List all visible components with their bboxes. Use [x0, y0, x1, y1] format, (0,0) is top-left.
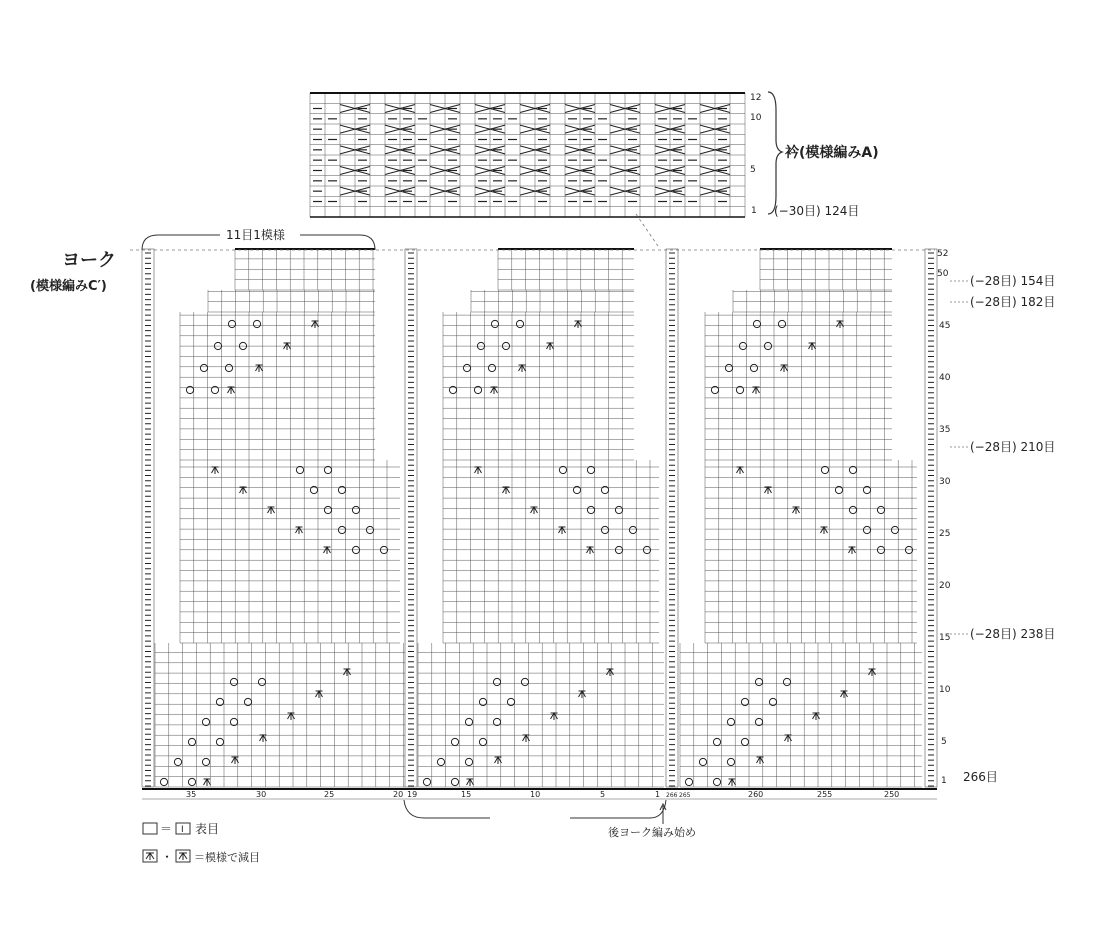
yarn-over-mark [202, 758, 209, 765]
decrease-mark [813, 713, 820, 720]
yarn-over-mark [296, 466, 303, 473]
legend [143, 822, 260, 864]
col-label-255: 255 [817, 790, 833, 799]
yarn-over-mark [366, 526, 373, 533]
yarn-over-mark [877, 506, 884, 513]
decrease-mark [781, 365, 788, 372]
legend-blank-box [143, 823, 157, 834]
yoke-row-30: 30 [939, 477, 951, 487]
collar-title: 衿(模様編みA) [785, 145, 879, 161]
yarn-over-mark [493, 718, 500, 725]
yarn-over-mark [324, 506, 331, 513]
yarn-over-mark [891, 526, 898, 533]
decrease-mark [579, 691, 586, 698]
decrease-mark [491, 387, 498, 394]
decrease-mark [324, 547, 331, 554]
decrease-mark [551, 713, 558, 720]
yarn-over-mark [230, 718, 237, 725]
yarn-over-mark [521, 678, 528, 685]
yoke-panel-middle [418, 249, 664, 787]
legend-decrease-label: ＝模様で減目 [194, 851, 260, 864]
marker-column [925, 249, 937, 787]
decrease-mark [495, 757, 502, 764]
collar-bottom-note: (−30目) 124目 [774, 204, 860, 218]
collar-row-1: 1 [751, 206, 757, 216]
yoke-row-35: 35 [939, 425, 951, 435]
decrease-mark [475, 467, 482, 474]
yoke-row-50: 50 [937, 269, 949, 279]
yarn-over-mark [465, 758, 472, 765]
yoke-row-1: 1 [941, 776, 947, 786]
yarn-over-mark [160, 778, 167, 785]
decrease-mark [344, 669, 351, 676]
decrease-mark [284, 343, 291, 350]
col-label-1: 1 [655, 790, 661, 799]
yarn-over-mark [324, 466, 331, 473]
decrease-mark [587, 547, 594, 554]
yarn-over-mark [821, 466, 828, 473]
yarn-over-mark [507, 698, 514, 705]
yarn-over-mark [713, 738, 720, 745]
yarn-over-mark [437, 758, 444, 765]
yarn-over-mark [601, 526, 608, 533]
decrease-mark [531, 507, 538, 514]
decrease-mark [841, 691, 848, 698]
yarn-over-mark [516, 320, 523, 327]
decrease-mark [757, 757, 764, 764]
yarn-over-mark [188, 778, 195, 785]
decrease-mark [268, 507, 275, 514]
yarn-over-mark [741, 698, 748, 705]
decrease-mark [809, 343, 816, 350]
back-yoke-bracket [404, 800, 666, 818]
yarn-over-mark [174, 758, 181, 765]
decrease-mark [753, 387, 760, 394]
yarn-over-mark [228, 320, 235, 327]
collar-row-10: 10 [750, 113, 762, 123]
yoke-row-25: 25 [939, 529, 951, 539]
decrease-238: (−28目) 238目 [970, 627, 1056, 641]
decrease-mark [519, 365, 526, 372]
decrease-mark [228, 387, 235, 394]
legend-dot: ・ [161, 850, 174, 864]
yoke-row-5: 5 [941, 737, 947, 747]
decrease-mark [212, 467, 219, 474]
chart-grids [142, 93, 937, 799]
yarn-over-mark [491, 320, 498, 327]
total-stitches: 266目 [963, 770, 998, 784]
decrease-mark [316, 691, 323, 698]
col-label-260: 260 [748, 790, 764, 799]
decrease-mark [467, 779, 474, 786]
collar-connector-line [636, 214, 658, 246]
col-label-19: 19 [407, 790, 418, 799]
decrease-mark [232, 757, 239, 764]
yarn-over-mark [352, 506, 359, 513]
yarn-over-mark [629, 526, 636, 533]
col-label-5: 5 [600, 790, 606, 799]
col-label-266: 266 [666, 792, 678, 799]
yarn-over-mark [465, 718, 472, 725]
yarn-over-mark [783, 678, 790, 685]
decrease-mark [729, 779, 736, 786]
yarn-over-mark [451, 778, 458, 785]
yoke-row-15: 15 [939, 633, 951, 643]
marker-column [666, 249, 678, 787]
decrease-mark [821, 527, 828, 534]
marker-column [405, 249, 417, 787]
yoke-panel-right [680, 249, 922, 787]
yarn-over-mark [753, 320, 760, 327]
decrease-mark [737, 467, 744, 474]
decrease-mark [849, 547, 856, 554]
yarn-over-mark [699, 758, 706, 765]
decrease-mark [312, 321, 319, 328]
yoke-row-45: 45 [939, 321, 951, 331]
col-label-30: 30 [256, 790, 267, 799]
col-label-15: 15 [461, 790, 472, 799]
yarn-over-mark [769, 698, 776, 705]
yoke-subtitle: (模様編みC′) [30, 279, 107, 294]
yarn-over-mark [849, 466, 856, 473]
yarn-over-mark [216, 738, 223, 745]
back-yoke-start-label: 後ヨーク編み始め [608, 826, 696, 839]
yoke-row-40: 40 [939, 373, 951, 383]
yarn-over-mark [685, 778, 692, 785]
yoke-row-10: 10 [939, 685, 951, 695]
legend-knit-label: 表目 [195, 822, 220, 836]
yoke-title: ヨーク [62, 250, 116, 271]
col-label-250: 250 [884, 790, 900, 799]
decrease-210: (−28目) 210目 [970, 440, 1056, 454]
repeat-label: 11目1模様 [226, 228, 285, 242]
yarn-over-mark [423, 778, 430, 785]
col-label-10: 10 [530, 790, 541, 799]
yoke-panel-left [155, 249, 405, 787]
yarn-over-mark [741, 738, 748, 745]
yarn-over-mark [463, 364, 470, 371]
col-label-35: 35 [186, 790, 197, 799]
decrease-mark [869, 669, 876, 676]
yarn-over-mark [713, 778, 720, 785]
yarn-over-mark [493, 678, 500, 685]
decrease-mark [793, 507, 800, 514]
yarn-over-mark [216, 698, 223, 705]
yoke-row-52: 52 [937, 249, 949, 259]
collar-brace [768, 92, 782, 214]
yarn-over-mark [200, 364, 207, 371]
yarn-over-mark [750, 364, 757, 371]
yarn-over-mark [587, 466, 594, 473]
yarn-over-mark [479, 738, 486, 745]
yarn-over-mark [253, 320, 260, 327]
yarn-over-mark [615, 506, 622, 513]
decrease-mark [765, 487, 772, 494]
yarn-over-mark [225, 364, 232, 371]
yarn-over-mark [727, 718, 734, 725]
decrease-mark [575, 321, 582, 328]
yarn-over-mark [258, 678, 265, 685]
decrease-mark [547, 343, 554, 350]
col-label-25: 25 [324, 790, 335, 799]
yarn-over-mark [559, 466, 566, 473]
yarn-over-mark [849, 506, 856, 513]
yarn-over-mark [338, 526, 345, 533]
yarn-over-mark [202, 718, 209, 725]
legend-eq-1: ＝ [160, 822, 173, 836]
yarn-over-mark [863, 526, 870, 533]
decrease-mark [288, 713, 295, 720]
yarn-over-mark [755, 678, 762, 685]
decrease-mark [559, 527, 566, 534]
decrease-mark [503, 487, 510, 494]
decrease-154: (−28目) 154目 [970, 274, 1056, 288]
yarn-over-mark [488, 364, 495, 371]
decrease-mark [296, 527, 303, 534]
collar-row-5: 5 [750, 165, 756, 175]
decrease-mark [837, 321, 844, 328]
legend-knit-symbol: I [181, 825, 184, 835]
yarn-over-mark [479, 698, 486, 705]
yarn-over-mark [244, 698, 251, 705]
yarn-over-mark [451, 738, 458, 745]
decrease-mark [204, 779, 211, 786]
yarn-over-mark [230, 678, 237, 685]
marker-column [142, 249, 154, 787]
decrease-mark [256, 365, 263, 372]
decrease-182: (−28目) 182目 [970, 295, 1056, 309]
col-label-20: 20 [393, 790, 404, 799]
yoke-row-20: 20 [939, 581, 951, 591]
yarn-over-mark [727, 758, 734, 765]
yarn-over-mark [587, 506, 594, 513]
col-label-265: 265 [679, 792, 691, 799]
yarn-over-mark [778, 320, 785, 327]
yarn-over-mark [188, 738, 195, 745]
yarn-over-mark [755, 718, 762, 725]
yarn-over-mark [725, 364, 732, 371]
decrease-mark [607, 669, 614, 676]
decrease-mark [240, 487, 247, 494]
collar-row-12: 12 [750, 93, 762, 103]
